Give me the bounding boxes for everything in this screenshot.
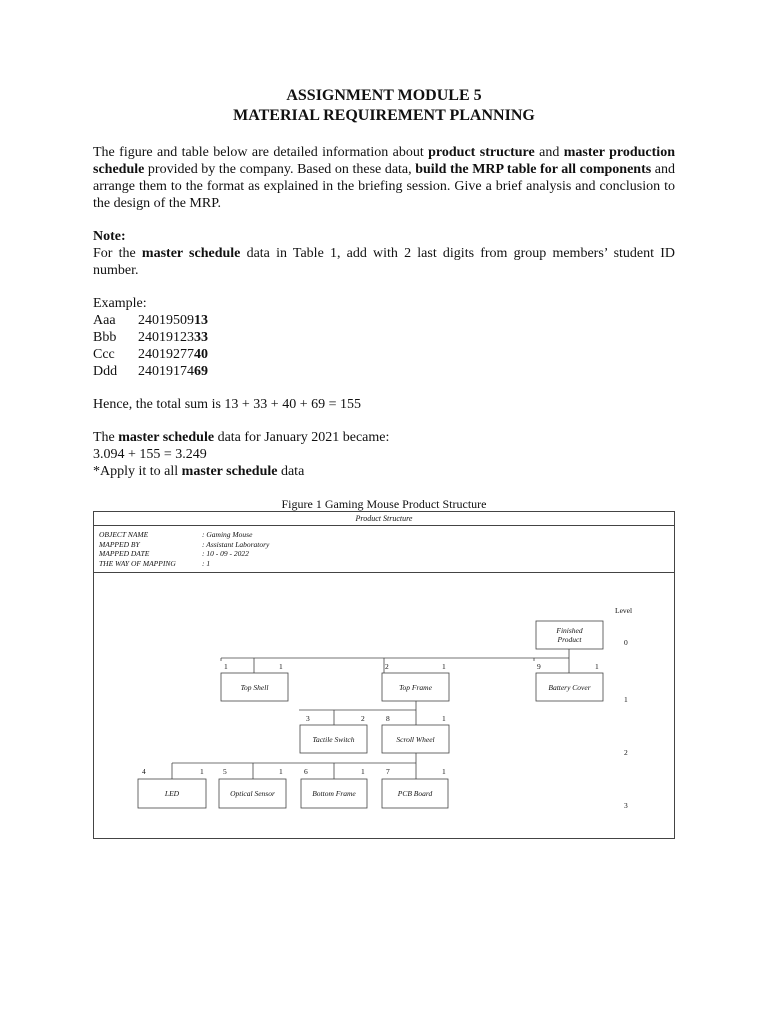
scroll-wheel-id: 8 (386, 714, 390, 723)
top-shell-label: Top Shell (240, 683, 269, 692)
optical-sensor-qty: 1 (279, 767, 283, 776)
example-row: Bbb 2401912333 (93, 330, 208, 345)
bottom-frame-id: 6 (304, 767, 308, 776)
example-row: Aaa 2401950913 (93, 313, 208, 328)
schedule-section (93, 429, 675, 480)
product-structure-header: Product Structure (94, 512, 674, 526)
level-heading: Level (615, 606, 633, 615)
scroll-wheel-qty: 1 (442, 714, 446, 723)
top-frame-label: Top Frame (399, 683, 432, 692)
meta-row: THE WAY OF MAPPING : 1 (99, 558, 211, 568)
top-frame-qty: 1 (442, 662, 446, 671)
page-title-line-2: MATERIAL REQUIREMENT PLANNING (233, 107, 535, 124)
level-3-label: 3 (624, 801, 628, 810)
pcb-board-label: PCB Board (397, 789, 433, 798)
tactile-switch-id: 3 (306, 714, 310, 723)
bottom-frame-label: Bottom Frame (312, 789, 356, 798)
example-section (93, 295, 675, 380)
optical-sensor-id: 5 (223, 767, 227, 776)
battery-cover-label: Battery Cover (548, 683, 591, 692)
finished-product-label-2: Product (557, 635, 582, 644)
figure-caption: Figure 1 Gaming Mouse Product Structure (281, 497, 487, 511)
optical-sensor-label: Optical Sensor (230, 789, 275, 798)
meta-row: OBJECT NAME : Gaming Mouse (99, 530, 253, 539)
schedule-calc: 3.094 + 155 = 3.249 (93, 447, 207, 462)
tactile-switch-label: Tactile Switch (312, 735, 355, 744)
note-heading: Note: (93, 229, 126, 244)
page-title-line-1: ASSIGNMENT MODULE 5 (286, 87, 482, 104)
document-body (93, 86, 675, 480)
level-0-label: 0 (624, 638, 628, 647)
finished-product-label-1: Finished (556, 626, 583, 635)
tactile-switch-qty: 2 (361, 714, 365, 723)
note-paragraph: For the master schedule data in Table 1, add with 2 last digits from group members’ student ID number. (93, 246, 675, 278)
meta-row: MAPPED BY : Assistant Laboratory (99, 539, 270, 549)
product-tree-diagram (94, 573, 674, 837)
schedule-intro: The master schedule data for January 2021 became: (93, 430, 390, 445)
bottom-frame-qty: 1 (361, 767, 365, 776)
led-label: LED (164, 789, 180, 798)
led-qty: 1 (200, 767, 204, 776)
meta-row: MAPPED DATE : 10 - 09 - 2022 (99, 549, 249, 558)
battery-cover-id: 9 (537, 662, 541, 671)
note-section (93, 228, 675, 279)
pcb-board-id: 7 (386, 767, 390, 776)
level-1-label: 1 (624, 695, 628, 704)
example-label: Example: (93, 296, 147, 311)
pcb-board-qty: 1 (442, 767, 446, 776)
figure-metadata (94, 526, 674, 573)
example-row: Ccc 2401927740 (93, 347, 208, 362)
example-row: Ddd 2401917469 (93, 364, 208, 379)
led-id: 4 (142, 767, 146, 776)
top-shell-qty: 1 (279, 662, 283, 671)
sum-line: Hence, the total sum is 13 + 33 + 40 + 69 = 155 (93, 397, 361, 412)
intro-paragraph: The figure and table below are detailed information about product structure and master production schedule provided by the company. Based on these data, build the MRP table for all components and arrange them to the format as explained in the briefing session. Give a brief analysis and conclusion to the design of the MRP. (93, 145, 676, 211)
schedule-apply: *Apply it to all master schedule data (93, 464, 305, 479)
level-2-label: 2 (624, 748, 628, 757)
product-structure-figure (93, 511, 675, 839)
battery-cover-qty: 1 (595, 662, 599, 671)
top-shell-id: 1 (224, 662, 228, 671)
scroll-wheel-label: Scroll Wheel (396, 735, 435, 744)
top-frame-id: 2 (385, 662, 389, 671)
